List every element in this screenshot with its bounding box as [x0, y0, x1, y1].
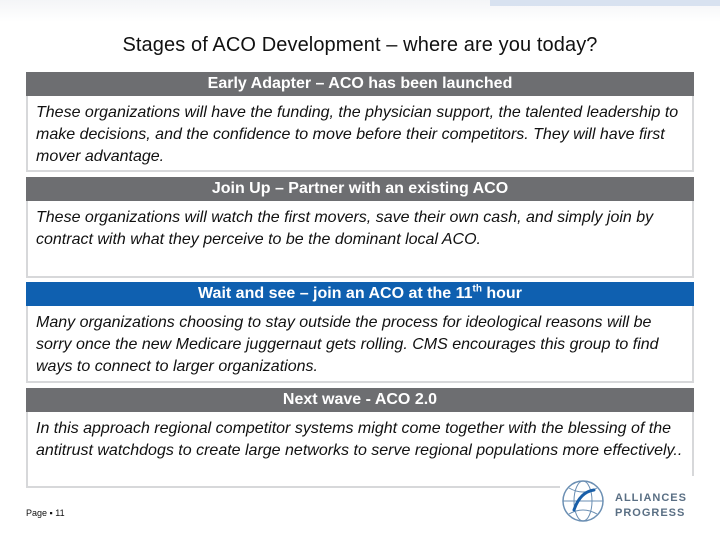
section-body-wait-and-see: Many organizations choosing to stay outside the process for ideological reasons will be sorry once the new Medicare juggernaut gets rolling. CMS encourages this group to find ways to connect to larger organizations.: [26, 306, 694, 383]
page-bullet: ▪: [49, 508, 53, 518]
logo-wordmark: [615, 491, 687, 521]
section-header-next-wave: Next wave - ACO 2.0: [26, 388, 694, 412]
section-header-wait-and-see: [26, 282, 694, 306]
page-label: Page: [26, 508, 48, 518]
section-body-early-adapter: These organizations will have the funding, the physician support, the talented leadership to make decisions, and the confidence to move before their competitors. They will have first mover advantage.: [26, 96, 694, 172]
logo-line-1: ALLIANCES: [615, 492, 687, 504]
ordinal-superscript: th: [472, 283, 482, 295]
section-body-join-up: These organizations will watch the first movers, save their own cash, and simply join by contract with what they perceive to be the dominant local ACO.: [26, 201, 694, 278]
section-header-early-adapter: Early Adapter – ACO has been launched: [26, 72, 694, 96]
slide-title: Stages of ACO Development – where are you today?: [122, 34, 598, 56]
section-header-wait-and-see-text: Wait and see – join an ACO at the 11: [198, 285, 473, 302]
logo-line-2: PROGRESS: [615, 507, 686, 519]
section-header-join-up: Join Up – Partner with an existing ACO: [26, 177, 694, 201]
page-number: [26, 508, 65, 518]
top-accent-bar: [490, 0, 720, 6]
page-number-value: 11: [55, 508, 65, 518]
section-header-wait-and-see-suffix: hour: [481, 285, 522, 302]
section-body-next-wave: In this approach regional competitor systems might come together with the blessing of the antitrust watchdogs to create large networks to serve regional populations more effectively..: [26, 412, 694, 488]
